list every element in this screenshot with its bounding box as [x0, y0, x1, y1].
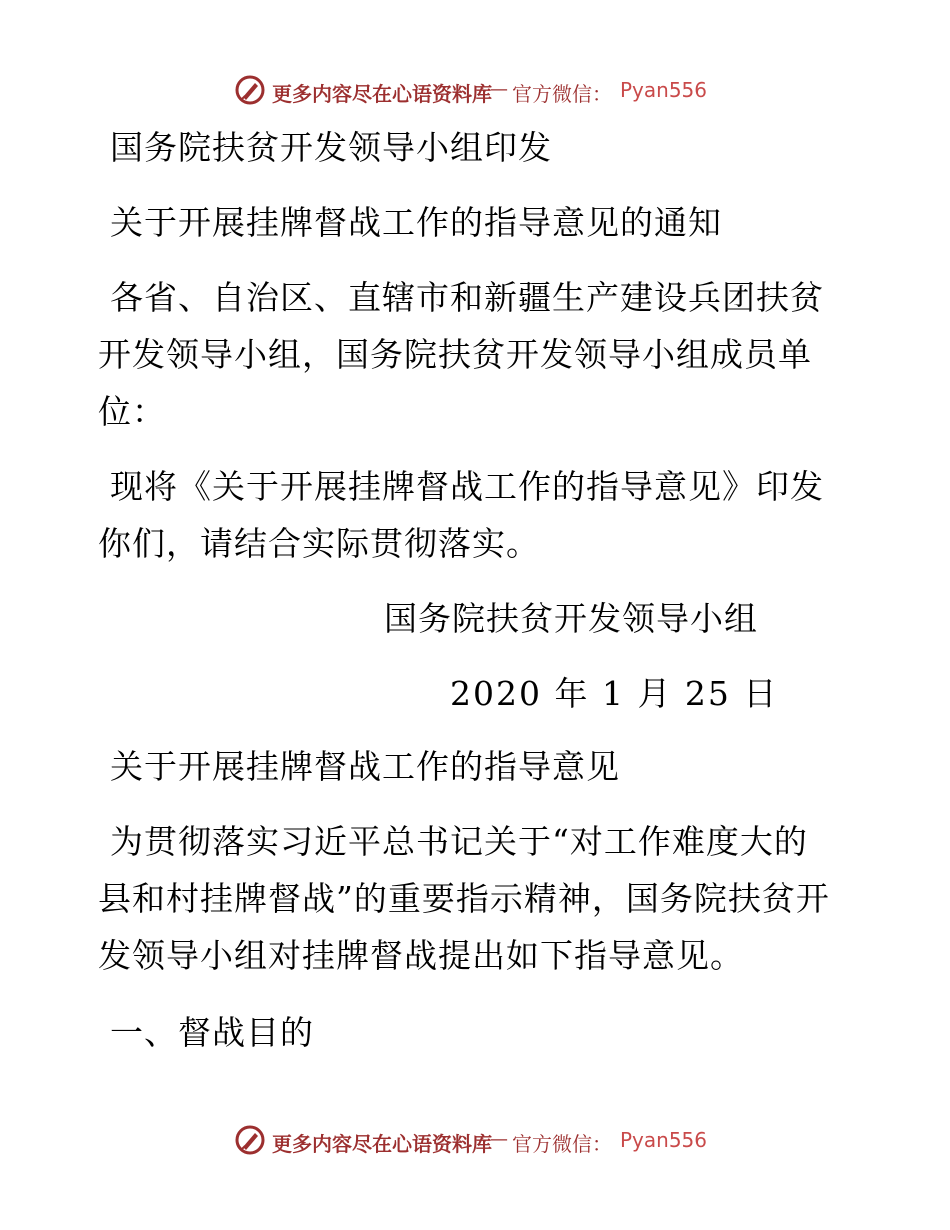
section-body-line: 县和村挂牌督战”的重要指示精神，国务院扶贫开	[98, 879, 830, 918]
pen-logo-icon	[234, 74, 266, 106]
pen-logo-icon	[234, 1124, 266, 1156]
heading-1: 一、督战目的	[110, 1013, 314, 1052]
issue-date: 2020 年 1 月 25 日	[450, 674, 779, 713]
banner-title: 更多内容尽在心语资料库	[272, 82, 492, 106]
banner-title: 更多内容尽在心语资料库	[272, 1132, 492, 1156]
header-banner	[0, 70, 950, 110]
section-body-line: 为贯彻落实习近平总书记关于“对工作难度大的	[110, 822, 808, 861]
addressee-line: 位：	[98, 392, 166, 431]
banner-wechat-label: 官方微信：	[512, 1132, 612, 1156]
banner-separator: —	[490, 1129, 508, 1150]
banner-separator: —	[490, 79, 508, 100]
signature: 国务院扶贫开发领导小组	[384, 599, 758, 638]
banner-wechat-account: Pyan556	[620, 78, 708, 102]
section-body-line: 发领导小组对挂牌督战提出如下指导意见。	[98, 936, 744, 975]
intro-line: 你们，请结合实际贯彻落实。	[98, 524, 540, 563]
intro-line: 现将《关于开展挂牌督战工作的指导意见》印发	[110, 467, 824, 506]
banner-wechat-label: 官方微信：	[512, 82, 612, 106]
issuer-title: 国务院扶贫开发领导小组印发	[110, 128, 552, 167]
banner-wechat-account: Pyan556	[620, 1128, 708, 1152]
addressee-line: 各省、自治区、直辖市和新疆生产建设兵团扶贫	[110, 278, 824, 317]
addressee-line: 开发领导小组，国务院扶贫开发领导小组成员单	[98, 335, 812, 374]
notice-title: 关于开展挂牌督战工作的指导意见的通知	[110, 203, 722, 242]
section-title: 关于开展挂牌督战工作的指导意见	[110, 747, 620, 786]
footer-banner	[0, 1120, 950, 1160]
